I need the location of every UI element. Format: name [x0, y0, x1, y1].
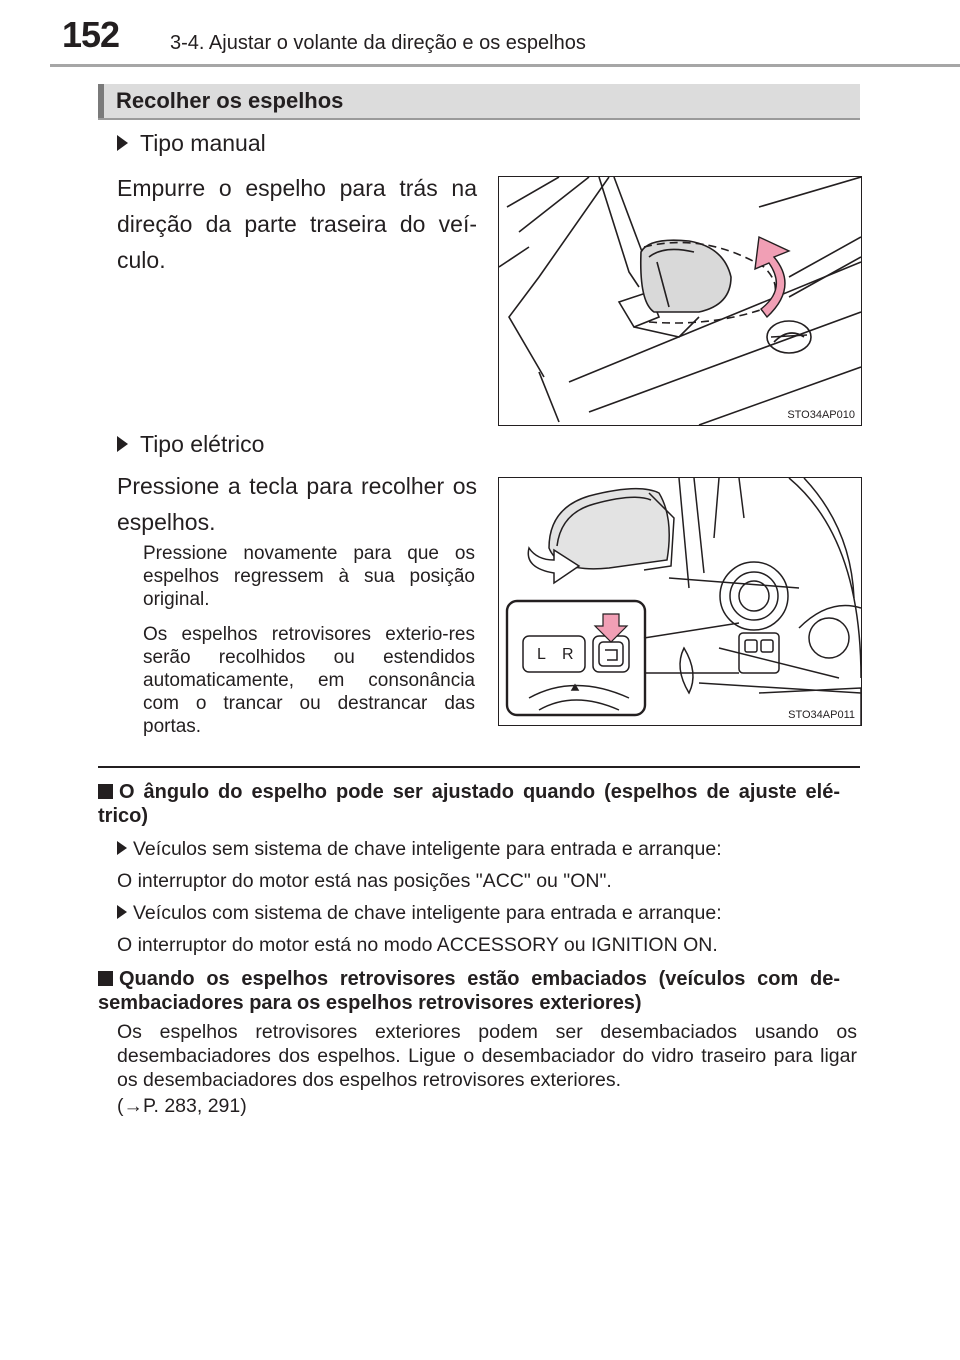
fog-note-reference: (→P. 283, 291) [117, 1095, 247, 1117]
page-number: 152 [62, 14, 120, 55]
fog-note-text: Os espelhos retrovisores exteriores podem ser desembaciados usando os desembaciadores dos espelhos. Ligue o desembaciador do vidro traseiro para ligar os desembaciadores dos espelhos retrovisores exteriores. [117, 1021, 857, 1091]
electric-switch-figure [498, 477, 862, 726]
bullet-arrow-icon [117, 905, 127, 919]
section-bar-edge [98, 84, 104, 118]
manual-mirror-figure [498, 176, 862, 426]
section-title: Recolher os espelhos [116, 88, 344, 113]
manual-type-heading [117, 130, 266, 157]
electric-instruction: Pressione a tecla para recolher os espelhos. [117, 473, 477, 535]
square-bullet-icon [98, 971, 113, 986]
angle-case-without-key [117, 837, 722, 861]
bullet-arrow-icon [117, 135, 128, 151]
header-divider [50, 64, 960, 67]
manual-mirror-illustration [499, 177, 861, 425]
press-arrow-icon [595, 614, 627, 642]
electric-note-return: Pressione novamente para que os espelhos regressem à sua posição original. [143, 543, 475, 610]
angle-note-heading [98, 780, 840, 828]
fog-note-heading [98, 967, 840, 1015]
angle-note-title: O ângulo do espelho pode ser ajustado quando (espelhos de ajuste elé-trico) [98, 781, 840, 827]
chapter-title: 3-4. Ajustar o volante da direção e os espelhos [170, 32, 586, 54]
switch-left-label: L [537, 646, 546, 663]
figure-label: STO34AP010 [787, 409, 855, 421]
switch-right-label: R [562, 646, 574, 663]
angle-case-with-key-label: Veículos com sistema de chave inteligente para entrada e arranque: [133, 902, 722, 924]
electric-type-heading [117, 431, 264, 458]
bullet-arrow-icon [117, 436, 128, 452]
figure-label: STO34AP011 [788, 709, 855, 721]
fog-note-title: Quando os espelhos retrovisores estão embaciados (veículos com de-sembaciadores para os espelhos retrovisores exteriores) [98, 968, 840, 1014]
manual-instruction: Empurre o espelho para trás na direção da parte traseira do veí-culo. [117, 175, 477, 273]
section-heading-bar [98, 84, 860, 120]
bullet-arrow-icon [117, 841, 127, 855]
electric-note-automatic: Os espelhos retrovisores exterio-res serão recolhidos ou estendidos automaticamente, em consonância com o trancar ou destrancar das portas. [143, 624, 475, 737]
manual-type-label: Tipo manual [140, 130, 266, 156]
electric-switch-illustration [499, 478, 861, 725]
angle-case-with-key [117, 901, 722, 925]
notes-divider [98, 766, 860, 768]
angle-case-with-key-text: O interruptor do motor está no modo ACCESSORY ou IGNITION ON. [117, 934, 718, 956]
angle-case-without-key-label: Veículos sem sistema de chave inteligente para entrada e arranque: [133, 838, 722, 860]
electric-type-label: Tipo elétrico [140, 431, 265, 457]
square-bullet-icon [98, 784, 113, 799]
angle-case-without-key-text: O interruptor do motor está nas posições "ACC" ou "ON". [117, 870, 612, 892]
